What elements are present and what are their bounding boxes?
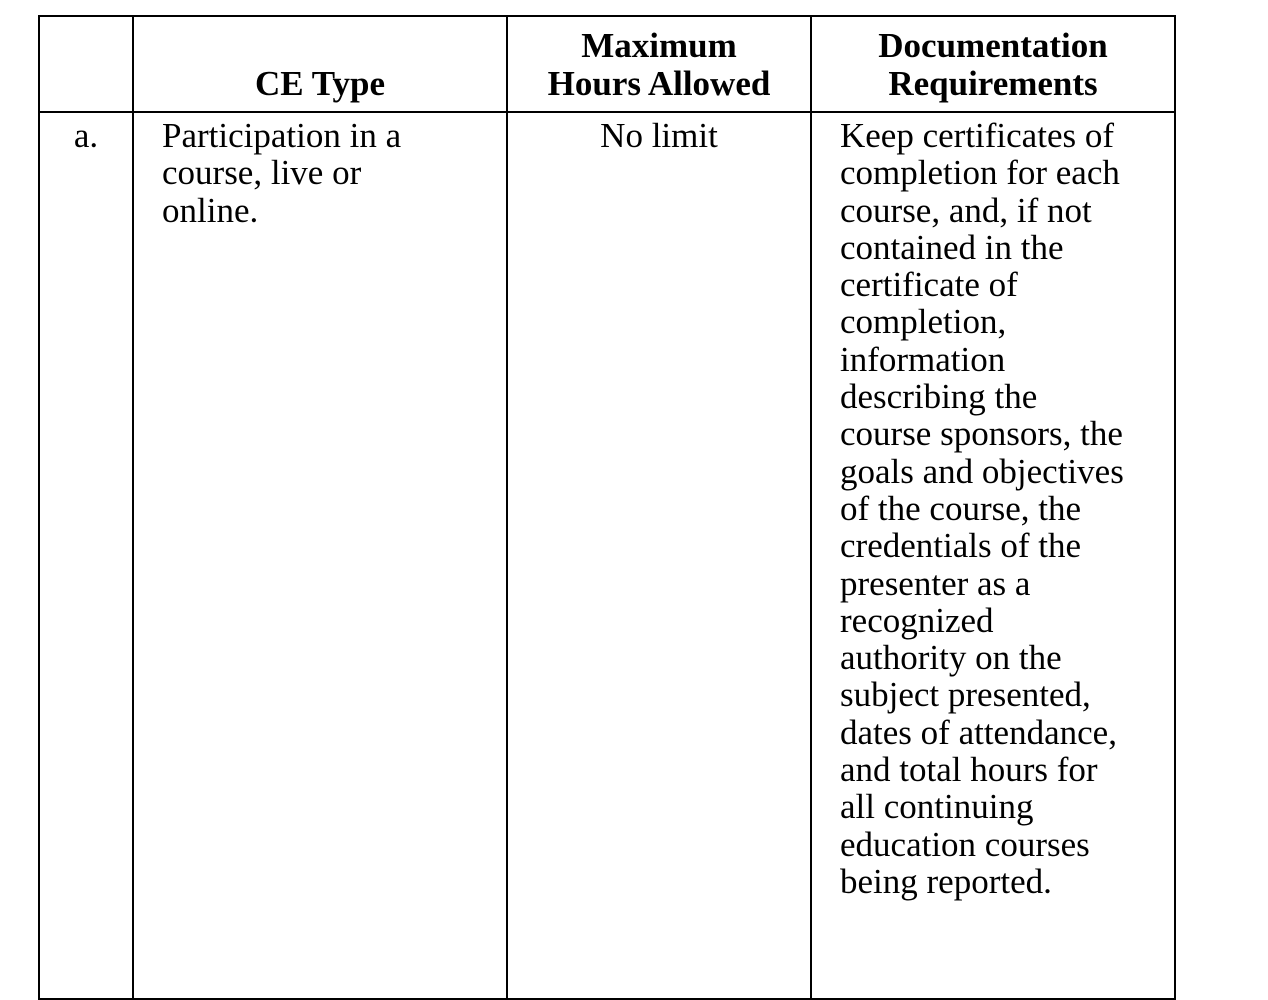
documentation-line: authority on the bbox=[840, 638, 1062, 678]
documentation-line: course sponsors, the bbox=[840, 414, 1123, 454]
documentation-line: contained in the bbox=[840, 227, 1064, 267]
ce-requirements-table bbox=[38, 15, 1176, 1000]
documentation-line: completion, bbox=[840, 302, 1007, 342]
documentation-cell bbox=[811, 112, 1175, 999]
table-body bbox=[39, 112, 1175, 999]
documentation-line: subject presented, bbox=[840, 675, 1091, 715]
documentation-line: dates of attendance, bbox=[840, 712, 1117, 752]
ce-type-cell bbox=[133, 112, 507, 999]
row-letter: a. bbox=[73, 116, 99, 155]
header-ce-type bbox=[133, 16, 507, 112]
documentation-line: recognized bbox=[840, 600, 994, 640]
row-letter-cell bbox=[39, 112, 133, 999]
header-row bbox=[39, 16, 1175, 112]
header-documentation-line-2: Requirements bbox=[888, 64, 1098, 103]
max-hours-cell bbox=[507, 112, 811, 999]
header-letter-column bbox=[39, 16, 133, 112]
ce-type-line: course, live or bbox=[162, 153, 362, 193]
documentation-line: completion for each bbox=[840, 153, 1120, 193]
ce-type-line: online. bbox=[162, 190, 259, 230]
header-documentation-line-1: Documentation bbox=[878, 26, 1108, 65]
documentation-line: goals and objectives bbox=[840, 451, 1124, 491]
documentation-line: being reported. bbox=[840, 861, 1052, 901]
documentation-line: describing the bbox=[840, 377, 1038, 417]
documentation-line: education courses bbox=[840, 824, 1090, 864]
header-documentation bbox=[811, 16, 1175, 112]
table-row bbox=[39, 112, 1175, 999]
header-max-hours-line-2: Hours Allowed bbox=[547, 64, 771, 103]
documentation-line: and total hours for bbox=[840, 750, 1098, 790]
header-max-hours bbox=[507, 16, 811, 112]
documentation-line: of the course, the bbox=[840, 488, 1082, 528]
ce-type-line: Participation in a bbox=[162, 116, 402, 155]
documentation-line: course, and, if not bbox=[840, 190, 1092, 230]
documentation-line: credentials of the bbox=[840, 526, 1082, 566]
documentation-line: information bbox=[840, 339, 1006, 379]
header-max-hours-line-1: Maximum bbox=[581, 26, 737, 65]
documentation-line: certificate of bbox=[840, 265, 1018, 305]
table-header bbox=[39, 16, 1175, 112]
documentation-line: Keep certificates of bbox=[840, 116, 1115, 155]
documentation-line: presenter as a bbox=[840, 563, 1031, 603]
max-hours-line: No limit bbox=[600, 116, 718, 155]
header-ce-type-line: CE Type bbox=[255, 64, 385, 103]
documentation-line: all continuing bbox=[840, 787, 1034, 827]
